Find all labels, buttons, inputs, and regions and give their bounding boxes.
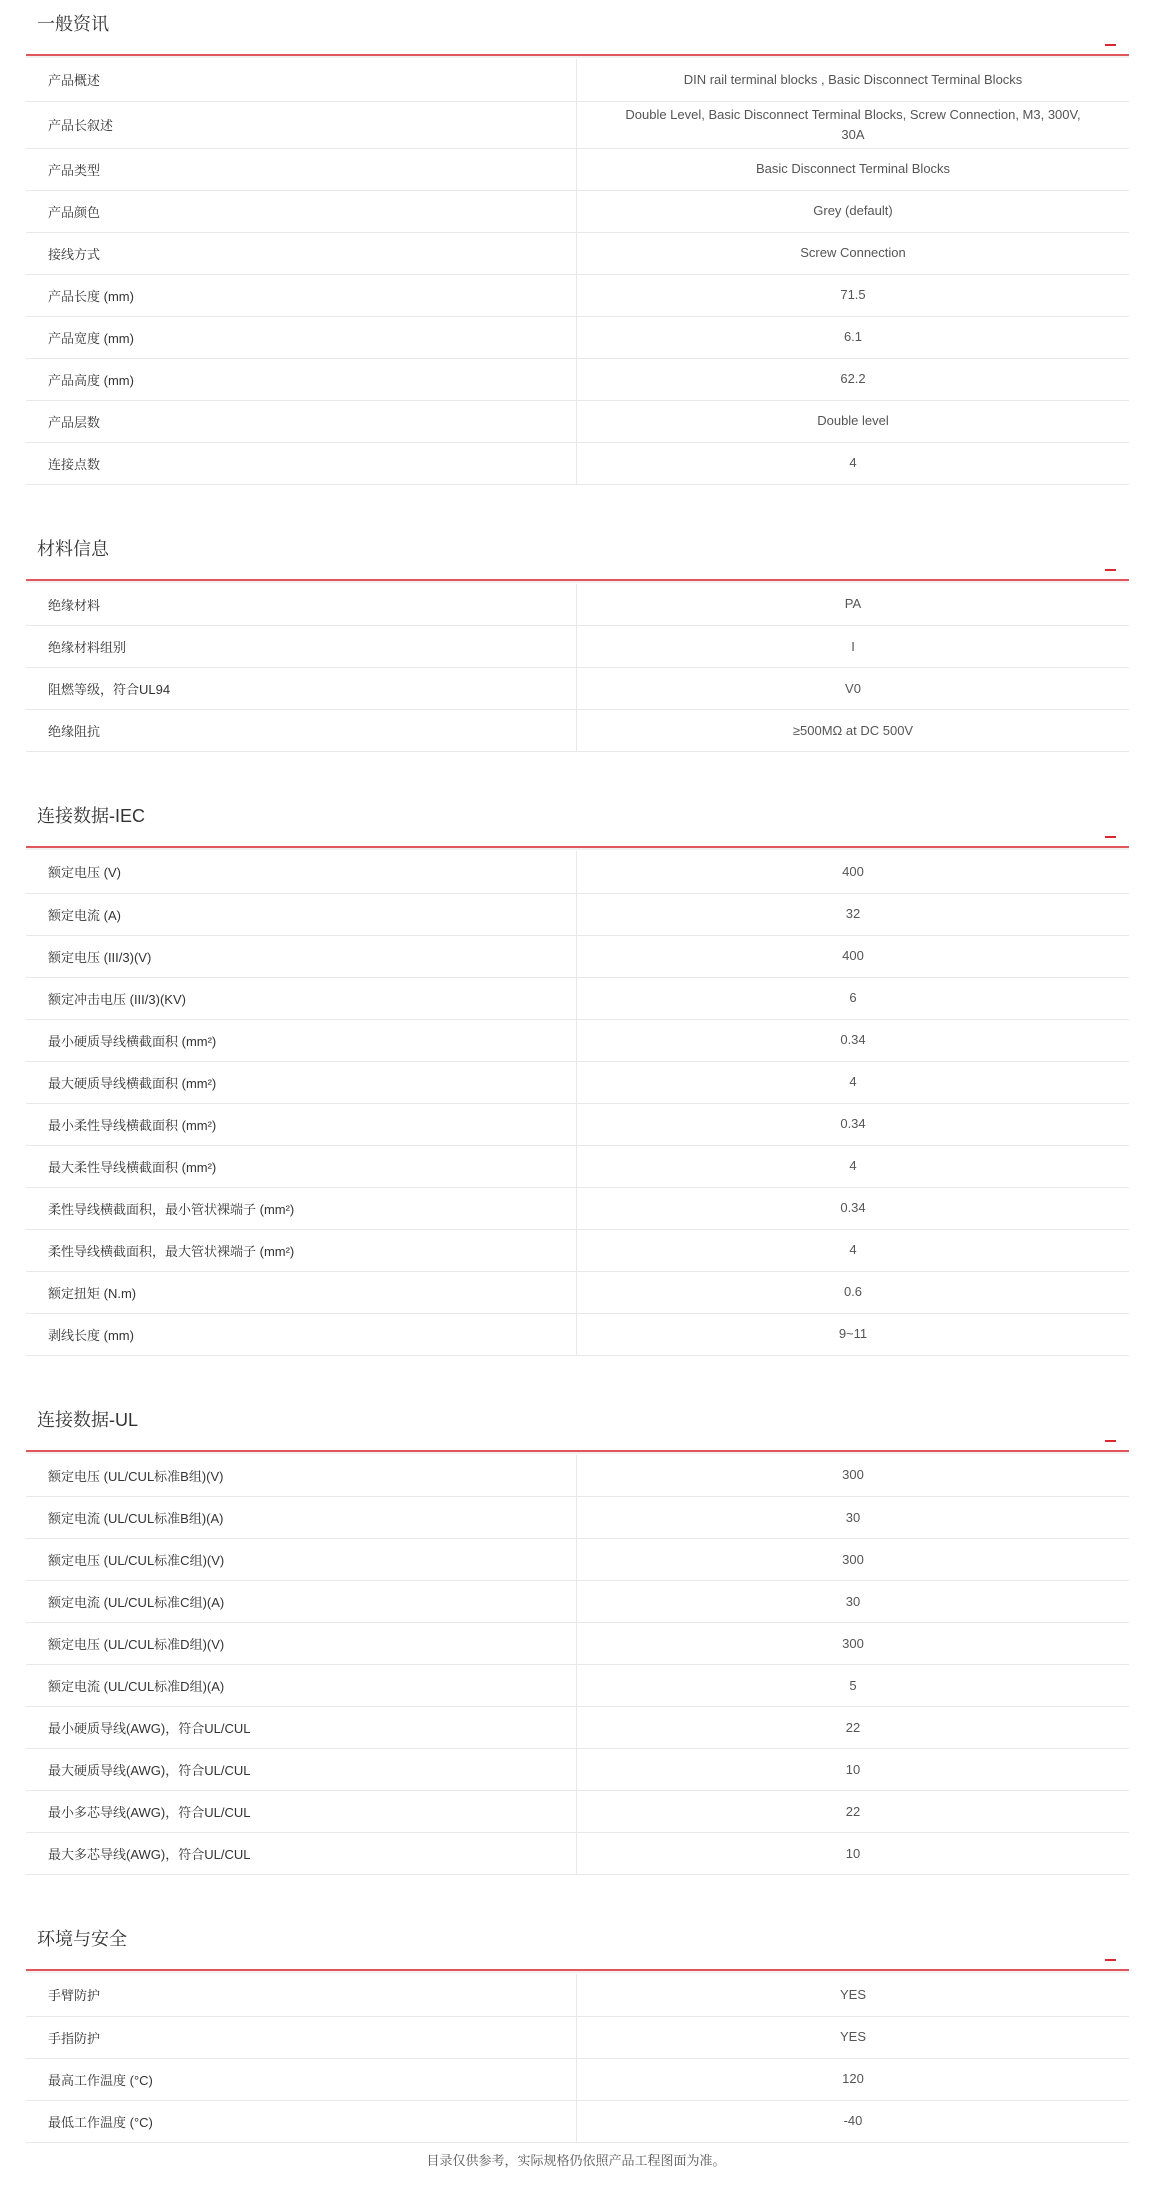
spec-value: V0 [577, 668, 1130, 710]
table-row [26, 1455, 1129, 1497]
spec-label: 绝缘材料 [26, 584, 577, 626]
section-title: 连接数据-IEC [37, 806, 145, 826]
spec-label: 产品颜色 [26, 190, 577, 232]
spec-value: 300 [577, 1539, 1130, 1581]
spec-label: 柔性导线横截面积，最大管状裸端子 (mm²) [26, 1229, 577, 1271]
spec-value: 300 [577, 1623, 1130, 1665]
table-row [26, 316, 1129, 358]
spec-value: Double level [577, 400, 1130, 442]
table-row [26, 1665, 1129, 1707]
spec-label: 额定电压 (III/3)(V) [26, 935, 577, 977]
section-header[interactable] [26, 0, 1129, 56]
spec-section [26, 1396, 1129, 1876]
table-row [26, 1061, 1129, 1103]
spec-table [26, 1974, 1129, 2143]
collapse-minus-icon[interactable] [1105, 44, 1116, 46]
spec-section [26, 525, 1129, 753]
table-row [26, 851, 1129, 893]
spec-label: 额定电流 (UL/CUL标准C组)(A) [26, 1581, 577, 1623]
spec-value: 0.34 [577, 1103, 1130, 1145]
table-row [26, 190, 1129, 232]
spec-section [26, 1915, 1129, 2143]
spec-value: 0.34 [577, 1187, 1130, 1229]
spec-value: ≥500MΩ at DC 500V [577, 710, 1130, 752]
table-row [26, 2100, 1129, 2142]
table-row [26, 1187, 1129, 1229]
spec-value: 10 [577, 1749, 1130, 1791]
spec-label: 额定扭矩 (N.m) [26, 1271, 577, 1313]
section-spacer [26, 1875, 1129, 1915]
table-row [26, 977, 1129, 1019]
spec-value: 4 [577, 442, 1130, 484]
table-row [26, 1791, 1129, 1833]
spec-value: Basic Disconnect Terminal Blocks [577, 148, 1130, 190]
spec-value: 4 [577, 1145, 1130, 1187]
spec-value: -40 [577, 2100, 1130, 2142]
spec-value: 5 [577, 1665, 1130, 1707]
section-title: 材料信息 [37, 538, 109, 559]
spec-value: 120 [577, 2058, 1130, 2100]
table-row [26, 1271, 1129, 1313]
table-row [26, 668, 1129, 710]
spec-label: 最小多芯导线(AWG)，符合UL/CUL [26, 1791, 577, 1833]
spec-label: 连接点数 [26, 442, 577, 484]
spec-table [26, 851, 1129, 1356]
spec-section [26, 0, 1129, 485]
spec-value: 0.34 [577, 1019, 1130, 1061]
spec-label: 额定电压 (UL/CUL标准C组)(V) [26, 1539, 577, 1581]
table-row [26, 1145, 1129, 1187]
spec-label: 产品宽度 (mm) [26, 316, 577, 358]
spec-label: 接线方式 [26, 232, 577, 274]
table-row [26, 400, 1129, 442]
table-row [26, 1707, 1129, 1749]
table-row [26, 232, 1129, 274]
section-header[interactable] [26, 1915, 1129, 1971]
section-title: 环境与安全 [37, 1929, 127, 1949]
spec-value: 71.5 [577, 274, 1130, 316]
spec-value: Double Level, Basic Disconnect Terminal Blocks, Screw Connection, M3, 300V, 30A [577, 101, 1130, 148]
spec-label: 最大硬质导线(AWG)，符合UL/CUL [26, 1749, 577, 1791]
spec-value: 62.2 [577, 358, 1130, 400]
collapse-minus-icon[interactable] [1105, 569, 1116, 571]
spec-label: 额定电流 (UL/CUL标准B组)(A) [26, 1497, 577, 1539]
table-row [26, 1581, 1129, 1623]
spec-value: 22 [577, 1791, 1130, 1833]
spec-label: 绝缘材料组别 [26, 626, 577, 668]
table-row [26, 1497, 1129, 1539]
spec-table [26, 584, 1129, 753]
table-row [26, 274, 1129, 316]
table-row [26, 1623, 1129, 1665]
spec-label: 最大柔性导线横截面积 (mm²) [26, 1145, 577, 1187]
table-row [26, 1229, 1129, 1271]
spec-value: 6 [577, 977, 1130, 1019]
spec-value: 0.6 [577, 1271, 1130, 1313]
section-header[interactable] [26, 525, 1129, 581]
collapse-minus-icon[interactable] [1105, 1440, 1116, 1442]
section-title: 一般资讯 [37, 14, 109, 34]
spec-label: 剥线长度 (mm) [26, 1313, 577, 1355]
spec-value: 400 [577, 935, 1130, 977]
section-spacer [26, 485, 1129, 525]
spec-label: 最小硬质导线横截面积 (mm²) [26, 1019, 577, 1061]
spec-label: 额定电压 (UL/CUL标准D组)(V) [26, 1623, 577, 1665]
spec-value: 10 [577, 1833, 1130, 1875]
spec-label: 手臂防护 [26, 1974, 577, 2016]
collapse-minus-icon[interactable] [1105, 1959, 1116, 1961]
spec-value: YES [577, 1974, 1130, 2016]
spec-label: 最小硬质导线(AWG)，符合UL/CUL [26, 1707, 577, 1749]
table-row [26, 101, 1129, 148]
spec-value: 6.1 [577, 316, 1130, 358]
table-row [26, 1833, 1129, 1875]
spec-label: 最低工作温度 (°C) [26, 2100, 577, 2142]
spec-label: 产品层数 [26, 400, 577, 442]
spec-value: 30 [577, 1497, 1130, 1539]
table-row [26, 358, 1129, 400]
spec-label: 最高工作温度 (°C) [26, 2058, 577, 2100]
spec-label: 最小柔性导线横截面积 (mm²) [26, 1103, 577, 1145]
table-row [26, 935, 1129, 977]
section-spacer [26, 752, 1129, 792]
table-row [26, 59, 1129, 101]
spec-value: Grey (default) [577, 190, 1130, 232]
spec-label: 额定电压 (UL/CUL标准B组)(V) [26, 1455, 577, 1497]
table-row [26, 584, 1129, 626]
table-row [26, 1019, 1129, 1061]
table-row [26, 1103, 1129, 1145]
collapse-minus-icon[interactable] [1105, 836, 1116, 838]
spec-label: 额定电流 (A) [26, 893, 577, 935]
spec-value: YES [577, 2016, 1130, 2058]
table-row [26, 2016, 1129, 2058]
spec-label: 产品概述 [26, 59, 577, 101]
spec-page [26, 0, 1129, 2143]
table-row [26, 148, 1129, 190]
spec-value: 22 [577, 1707, 1130, 1749]
spec-table [26, 1455, 1129, 1876]
spec-label: 额定电压 (V) [26, 851, 577, 893]
spec-value: I [577, 626, 1130, 668]
spec-label: 产品长度 (mm) [26, 274, 577, 316]
spec-label: 绝缘阻抗 [26, 710, 577, 752]
table-row [26, 1749, 1129, 1791]
spec-label: 产品类型 [26, 148, 577, 190]
spec-table [26, 59, 1129, 485]
spec-section [26, 792, 1129, 1356]
spec-value: 9~11 [577, 1313, 1130, 1355]
table-row [26, 893, 1129, 935]
spec-value: 30 [577, 1581, 1130, 1623]
table-row [26, 710, 1129, 752]
table-row [26, 1313, 1129, 1355]
spec-label: 额定冲击电压 (III/3)(KV) [26, 977, 577, 1019]
spec-value: 4 [577, 1061, 1130, 1103]
spec-value: PA [577, 584, 1130, 626]
spec-value: DIN rail terminal blocks , Basic Disconnect Terminal Blocks [577, 59, 1130, 101]
spec-label: 手指防护 [26, 2016, 577, 2058]
table-row [26, 626, 1129, 668]
table-row [26, 2058, 1129, 2100]
table-row [26, 442, 1129, 484]
section-header[interactable] [26, 792, 1129, 848]
spec-label: 柔性导线横截面积，最小管状裸端子 (mm²) [26, 1187, 577, 1229]
spec-label: 阻燃等级，符合UL94 [26, 668, 577, 710]
table-row [26, 1539, 1129, 1581]
spec-label: 额定电流 (UL/CUL标准D组)(A) [26, 1665, 577, 1707]
section-spacer [26, 1356, 1129, 1396]
spec-label: 产品长叙述 [26, 101, 577, 148]
spec-label: 最大硬质导线横截面积 (mm²) [26, 1061, 577, 1103]
spec-value: 4 [577, 1229, 1130, 1271]
spec-value: 300 [577, 1455, 1130, 1497]
spec-value: 32 [577, 893, 1130, 935]
spec-label: 最大多芯导线(AWG)，符合UL/CUL [26, 1833, 577, 1875]
spec-value: Screw Connection [577, 232, 1130, 274]
section-header[interactable] [26, 1396, 1129, 1452]
spec-label: 产品高度 (mm) [26, 358, 577, 400]
table-row [26, 1974, 1129, 2016]
disclaimer-footer: 目录仅供参考，实际规格仍依照产品工程图面为准。 [426, 2153, 726, 2168]
section-title: 连接数据-UL [37, 1409, 139, 1430]
spec-value: 400 [577, 851, 1130, 893]
